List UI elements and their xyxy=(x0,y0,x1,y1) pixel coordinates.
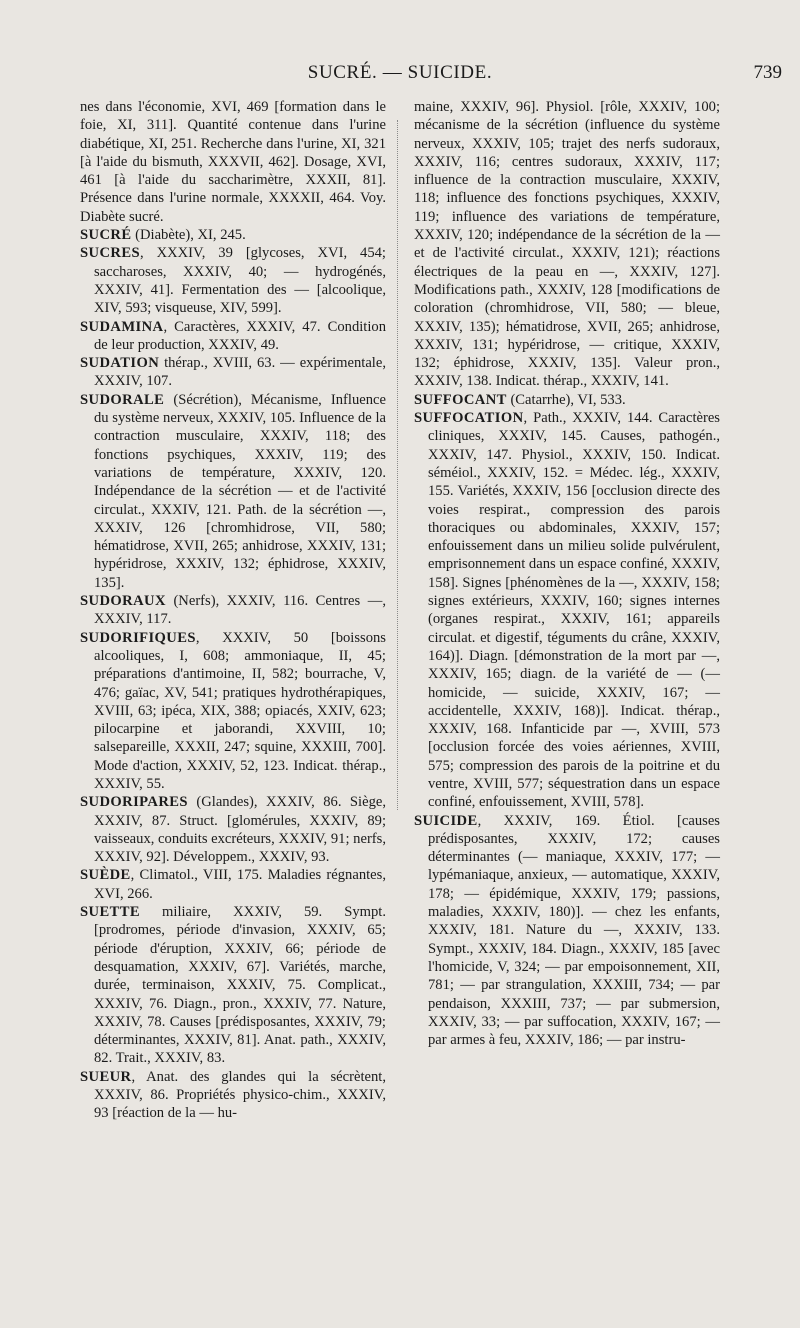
entry-text: , Path., XXXIV, 144. Caractères cliniques, XXXIV, 145. Causes, pathogén., XXXIV, 147. Physiol., XXXIV, 150. Indicat. séméiol., XXXIV, 152. = Médec. lég., XXXIV, 155. Variétés, XXXIV, 156 [occlusion directe des voies respirat., compression des parois thoraciques ou abdominales, XXXIV, 157; enfouissement dans un milieu solide pulvérulent, emprisonnement dans un espace confiné, XXXIV, 158]. Signes [phénomènes de la —, XXXIV, 158; signes extérieurs, XXXIV, 160; signes internes (organes respirat., XXXIV, 161; appareils circulat. et digestif, téguments du crâne, XXXIV, 164)]. Diagn. [démonstration de la mort par —, XXXIV, 165; diagn. de la variété de — (— homicide, — suicide, XXXIV, 167; — accidentelle, XXXIV, 168)]. Indicat. thérap., XXXIV, 168. Infanticide par —, XVIII, 573 [occlusion forcée des voies aériennes, XVIII, 575; compression des parois de la poitrine et du ventre, XVIII, 577; séquestration dans un espace confiné, enfouissement, XVIII, 578]. xyxy=(428,410,720,811)
index-entry xyxy=(80,318,386,355)
entry-headword: SUETTE xyxy=(80,904,140,921)
entry-headword: SUEUR xyxy=(80,1068,132,1085)
entry-text: , XXXIV, 39 [glycoses, XVI, 454; saccharoses, XXXIV, 40; — hydrogénés, XXXIV, 41]. Fermentation des — [alcoolique, XIV, 593; visqueuse, XIV, 599]. xyxy=(94,245,386,317)
entry-text: (Diabète), XI, 245. xyxy=(131,227,246,244)
column-divider xyxy=(397,120,399,810)
index-entry xyxy=(414,812,720,1050)
index-entry xyxy=(80,793,386,866)
index-entry xyxy=(414,98,720,391)
entry-headword: SUDORAUX xyxy=(80,593,166,610)
index-entry xyxy=(80,629,386,794)
entry-text: , Caractères, XXXIV, 47. Condition de leur production, XXXIV, 49. xyxy=(94,318,386,353)
entry-text: , XXXIV, 169. Étiol. [causes prédisposantes, XXXIV, 172; causes déterminantes (— maniaque, XXXIV, 177; — lypémaniaque, anxieux, — automatique, XXXIV, 178; — épidémique, XXXIV, 179; passions, maladies, XXXIV, 180)]. — chez les enfants, XXXIV, 181. Nature du —, XXXIV, 133. Sympt., XXXIV, 184. Diagn., XXXIV, 185 [avec l'homicide, V, 324; — par empoisonnement, XII, 781; — par strangulation, XXXIII, 734; — par pendaison, XXXIII, 737; — par submersion, XXXIV, 33; — par suffocation, XXXIV, 167; — par armes à feu, XXXIV, 186; — par instru- xyxy=(428,812,720,1049)
left-column xyxy=(80,98,386,1123)
entry-headword: SUDATION xyxy=(80,355,160,372)
entry-text: (Catarrhe), VI, 533. xyxy=(506,391,626,408)
entry-text: thérap., XVIII, 63. — expérimentale, XXXIV, 107. xyxy=(94,355,386,390)
page-number: 739 xyxy=(753,62,782,83)
running-title: SUCRÉ. — SUICIDE. xyxy=(307,62,493,83)
entry-headword: SUCRES xyxy=(80,245,140,262)
entry-text: nes dans l'économie, XVI, 469 [formation dans le foie, XI, 311]. Quantité contenue dans l'urine diabétique, XI, 251. Recherche dans l'urine, XI, 321 [à l'aide du bismuth, XXXVII, 462]. Dosage, XVI, 461 [à l'aide du saccharimètre, XXXII, 81]. Présence dans l'urine normale, XXXXII, 464. Voy. Diabète sucré. xyxy=(80,99,386,225)
entry-text: (Nerfs), XXXIV, 116. Centres —, XXXIV, 117. xyxy=(94,593,386,628)
entry-text: (Sécrétion), Mécanisme, Influence du système nerveux, XXXIV, 105. Influence de la contraction musculaire, XXXIV, 118; des fonctions psychiques, XXXIV, 119; des variations de température, XXXIV, 120. Indépendance de la sécrétion — et de l'activité circulat., XXXIV, 121. Path. de la sécrétion —, XXXIV, 126 [chromhidrose, VII, 580; hématidrose, XVII, 265; anhidrose, XXXIV, 131; hypéridrose, XXXIV, 132; éphidrose, XXXIV, 135]. xyxy=(94,391,386,591)
entry-headword: SUCRÉ xyxy=(80,227,132,244)
entry-text: maine, XXXIV, 96]. Physiol. [rôle, XXXIV, 100; mécanisme de la sécrétion (influence du système nerveux, XXXIV, 105; trajet des nerfs sudoraux, XXXIV, 116; centres sudoraux, XXXIV, 117; influence de la contraction musculaire, XXXIV, 118; influence des fonctions psychiques, XXXIV, 119; influence des variations de température, XXXIV, 120; indépendance de la sécrétion de la — et de l'activité circulat., XXXIV, 121); réactions électriques de la peau en —, XXXIV, 127]. Modifications path., XXXIV, 128 [modifications de coloration (chromhidrose, VII, 580; — bleue, XXXIV, 135); hématidrose, XVII, 265; anhidrose, XXXIV, 131; hypéridrose, — critique, XXXIV, 132; éphidrose, XXXIV, 135]. Valeur pron., XXXIV, 138. Indicat. thérap., XXXIV, 141. xyxy=(414,99,720,390)
entry-text: miliaire, XXXIV, 59. Sympt. [prodromes, période d'invasion, XXXIV, 65; période d'éruption, XXXIV, 66; période de desquamation, XXXIV, 67]. Variétés, marche, durée, terminaison, XXXIV, 75. Complicat., XXXIV, 76. Diagn., pron., XXXIV, 77. Nature, XXXIV, 78. Causes [prédisposantes, XXXIV, 79; déterminantes, XXXIV, 81]. Anat. path., XXXIV, 82. Trait., XXXIV, 83. xyxy=(94,904,386,1067)
entry-text: , Climatol., VIII, 175. Maladies régnantes, XVI, 266. xyxy=(94,867,386,902)
index-entry xyxy=(80,1068,386,1123)
entry-headword: SUDORIFIQUES xyxy=(80,629,196,646)
entry-text: , XXXIV, 50 [boissons alcooliques, I, 608; ammoniaque, II, 45; préparations d'antimoine, II, 582; bourrache, V, 476; gaïac, XV, 541; pratiques hydrothérapiques, XVIII, 63; ipéca, XIX, 388; opiacés, XXIV, 623; pilocarpine et jaborandi, XXVIII, 10; salsepareille, XXXII, 247; squine, XXXIII, 700]. Mode d'action, XXXIV, 52, 123. Indicat. thérap., XXXIV, 55. xyxy=(94,629,386,792)
entry-headword: SUDAMINA xyxy=(80,318,164,335)
entry-headword: SUICIDE xyxy=(414,812,478,829)
entry-headword: SUDORIPARES xyxy=(80,794,188,811)
index-entry xyxy=(80,903,386,1068)
entry-text: , Anat. des glandes qui la sécrètent, XXXIV, 86. Propriétés physico-chim., XXXIV, 93 [réaction de la — hu- xyxy=(94,1068,386,1122)
entry-headword: SUDORALE xyxy=(80,391,165,408)
index-entry xyxy=(80,98,386,226)
entry-text: (Glandes), XXXIV, 86. Siège, XXXIV, 87. Struct. [glomérules, XXXIV, 89; vaisseaux, conduits excréteurs, XXXIV, 91; nerfs, XXXIV, 92]. Développem., XXXIV, 93. xyxy=(94,794,386,866)
entry-headword: SUÈDE xyxy=(80,867,131,884)
index-entry xyxy=(80,391,386,592)
index-entry xyxy=(80,592,386,629)
right-column xyxy=(414,98,720,1049)
index-entry xyxy=(80,226,386,244)
entry-headword: SUFFOCANT xyxy=(414,391,507,408)
index-entry xyxy=(80,354,386,391)
index-entry xyxy=(80,244,386,317)
index-entry xyxy=(80,866,386,903)
running-head xyxy=(0,62,800,90)
entry-headword: SUFFOCATION xyxy=(414,410,524,427)
index-entry xyxy=(414,391,720,409)
index-entry xyxy=(414,409,720,812)
